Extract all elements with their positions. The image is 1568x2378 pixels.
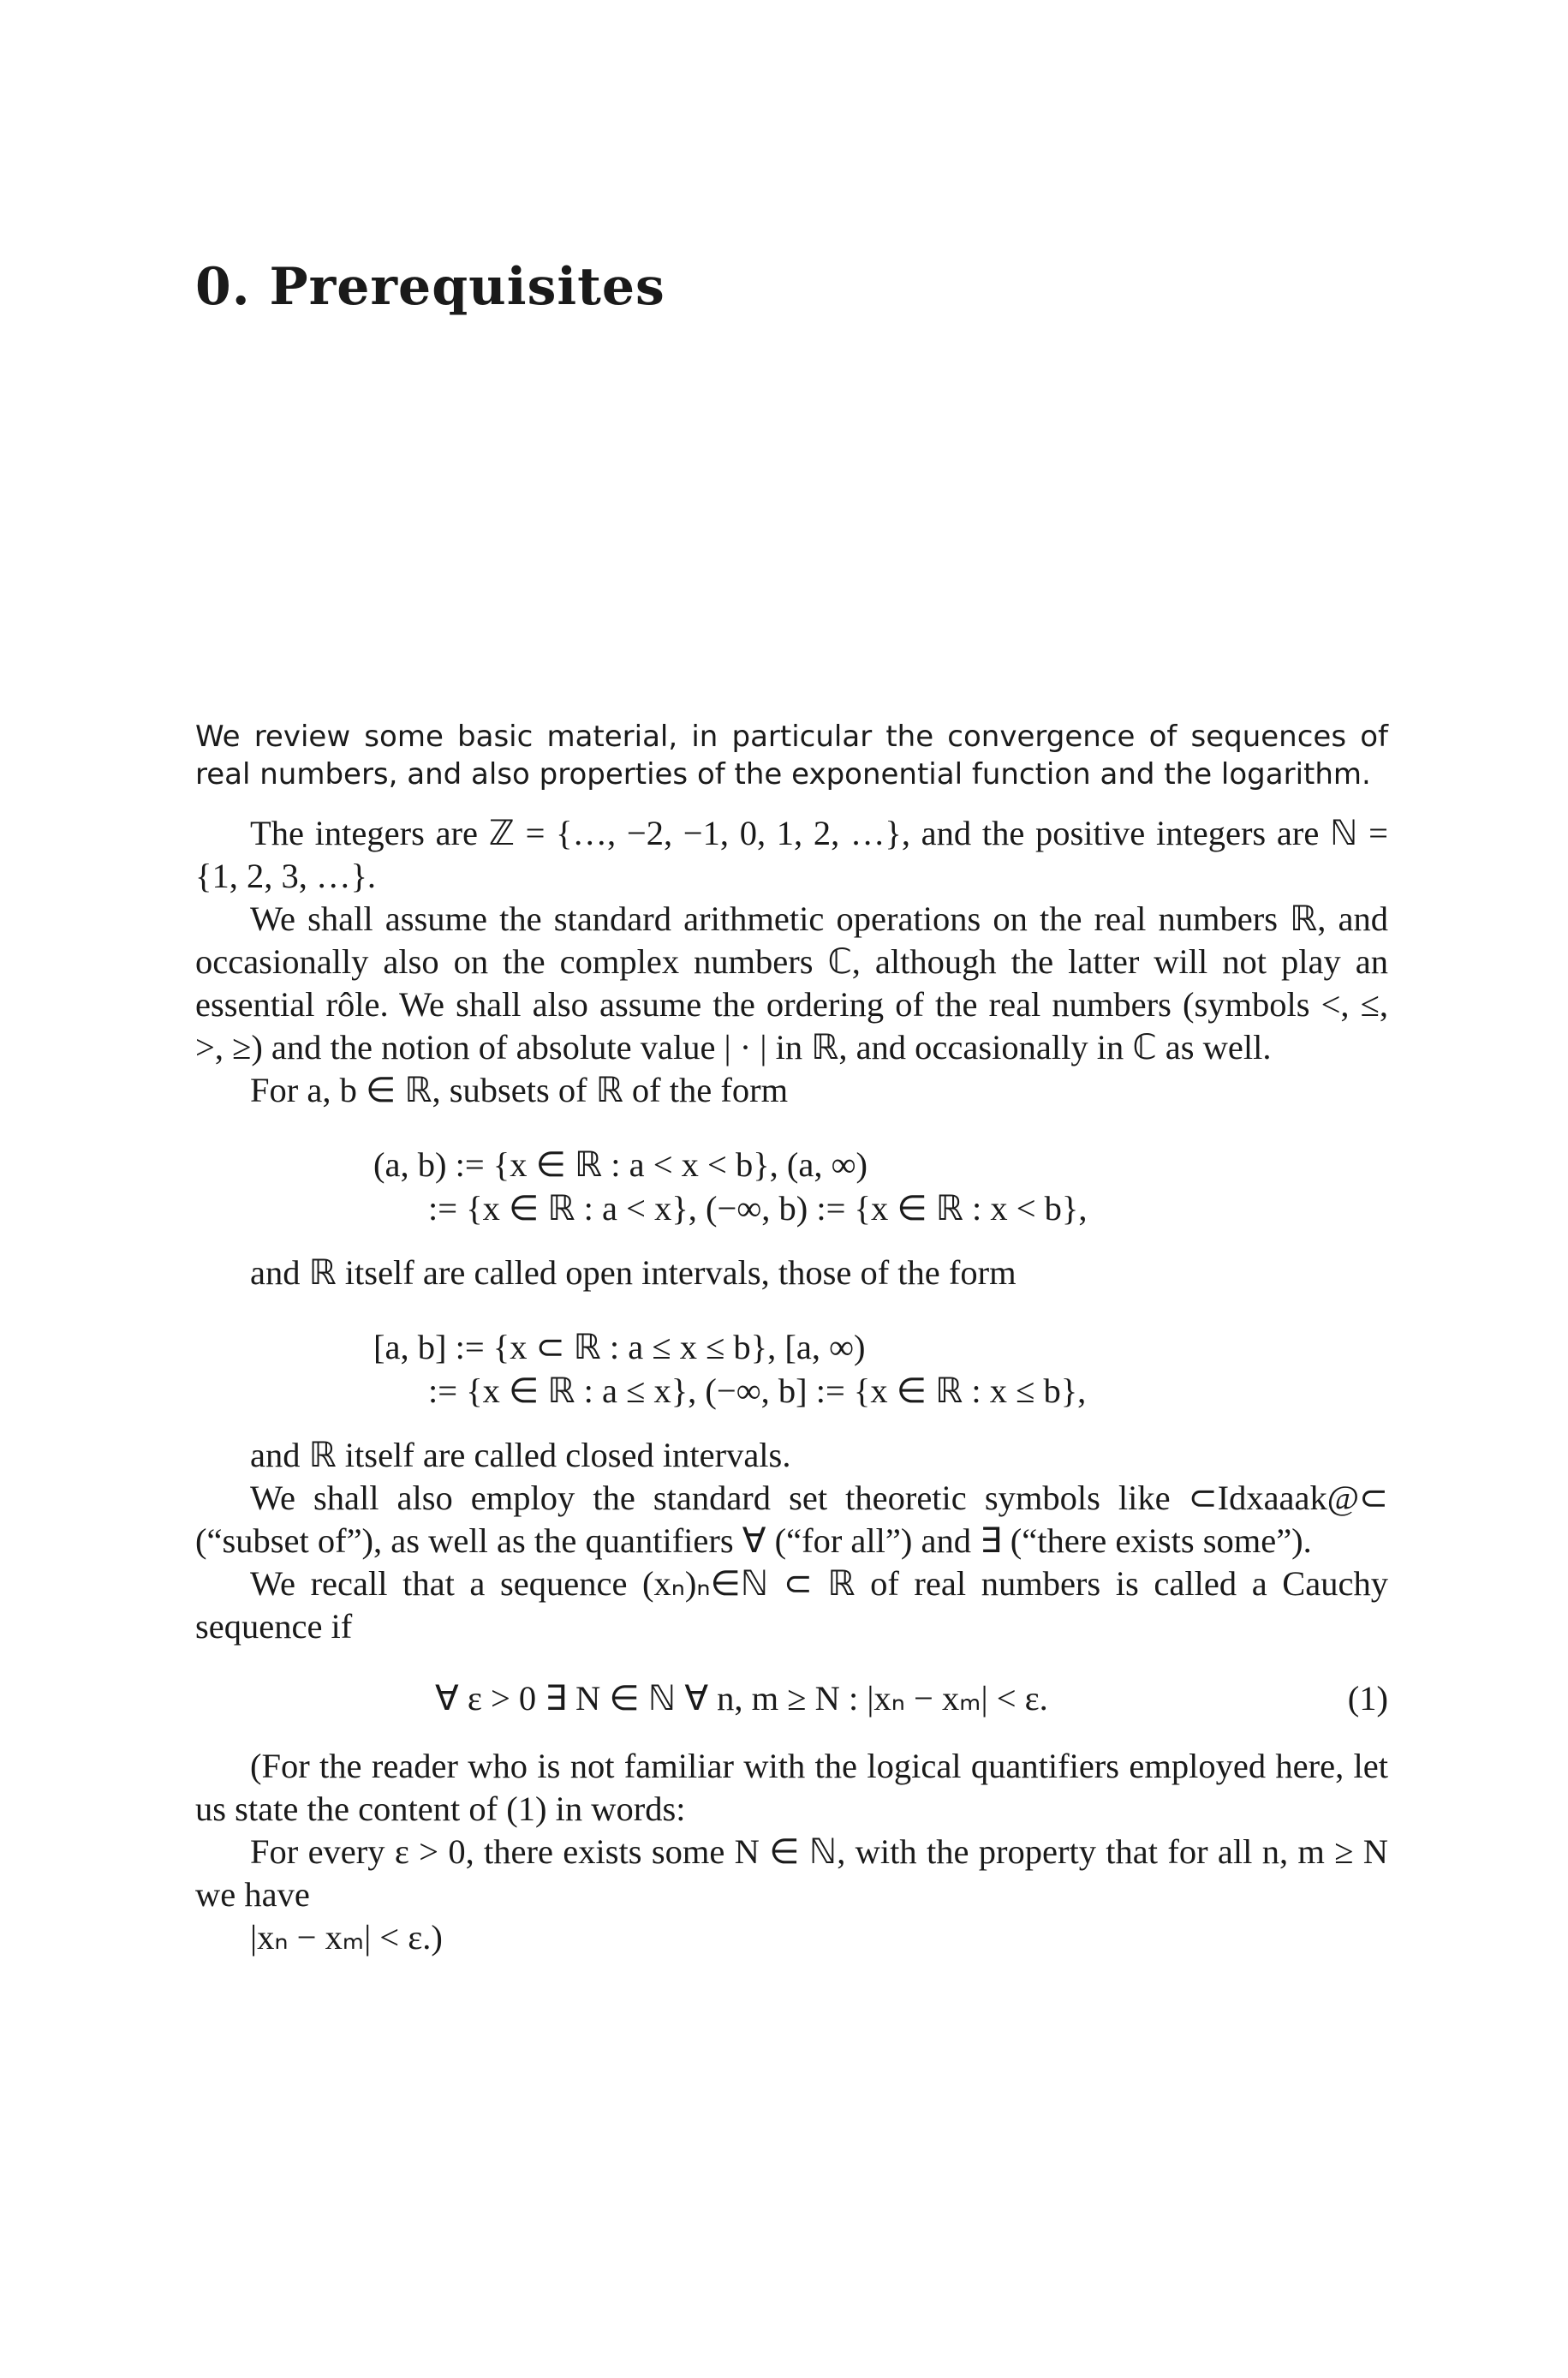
paragraph-arithmetic: We shall assume the standard arithmetic operations on the real numbers ℝ, and occasionally also on the complex numbers ℂ, although the latter will not play an essential rôle. We shall also assume the ordering of the real numbers (symbols <, ≤, >, ≥) and the notion of absolute value | · | in ℝ, and occasionally in ℂ as well. [195, 899, 1388, 1067]
open-intervals-line-2: := {x ∈ ℝ : a < x}, (−∞, b) := {x ∈ ℝ : x < b}, [428, 1189, 1088, 1228]
paragraph-every-epsilon: For every ε > 0, there exists some N ∈ ℕ, with the property that for all n, m ≥ N we have [195, 1832, 1388, 1914]
paragraph-cauchy-intro: We recall that a sequence (xₙ)ₙ∈ℕ ⊂ ℝ of real numbers is called a Cauchy sequence if [195, 1564, 1388, 1646]
paragraph-set-symbols: We shall also employ the standard set theoretic symbols like ⊂Idxaaak@⊂ (“subset of”), as well as the quantifiers ∀ (“for all”) and ∃ (“there exists some”). [195, 1479, 1388, 1560]
paragraph-subsets-intro: For a, b ∈ ℝ, subsets of ℝ of the form [250, 1071, 789, 1109]
chapter-title: 0. Prerequisites [195, 257, 665, 317]
final-formula: |xₙ − xₘ| < ε.) [250, 1918, 443, 1957]
equation-number: (1) [1347, 1679, 1388, 1718]
cauchy-formula: ∀ ε > 0 ∃ N ∈ ℕ ∀ n, m ≥ N : |xₙ − xₘ| < ε. [435, 1679, 1048, 1718]
cauchy-equation [195, 1677, 1388, 1724]
paragraph-closed-intervals: and ℝ itself are called closed intervals. [250, 1436, 791, 1474]
closed-intervals-formula [195, 1294, 1388, 1434]
paragraph-integers: The integers are ℤ = {…, −2, −1, 0, 1, 2, …}, and the positive integers are ℕ = {1, 2, 3, …}. [195, 814, 1388, 895]
open-intervals-line-1: (a, b) := {x ∈ ℝ : a < x < b}, (a, ∞) [373, 1145, 868, 1184]
open-intervals-formula [195, 1112, 1388, 1252]
paragraph-reader-note: (For the reader who is not familiar with the logical quantifiers employed here, let us state the content of (1) in words: [195, 1747, 1388, 1828]
paragraph-open-intervals: and ℝ itself are called open intervals, those of the form [250, 1253, 1017, 1292]
chapter-abstract: We review some basic material, in particular the convergence of sequences of real numbers, and also properties of the exponential function and the logarithm. [195, 720, 1388, 792]
closed-intervals-line-1: [a, b] := {x ⊂ ℝ : a ≤ x ≤ b}, [a, ∞) [373, 1328, 866, 1366]
main-text [195, 812, 1388, 1959]
closed-intervals-line-2: := {x ∈ ℝ : a ≤ x}, (−∞, b] := {x ∈ ℝ : x ≤ b}, [428, 1371, 1087, 1410]
